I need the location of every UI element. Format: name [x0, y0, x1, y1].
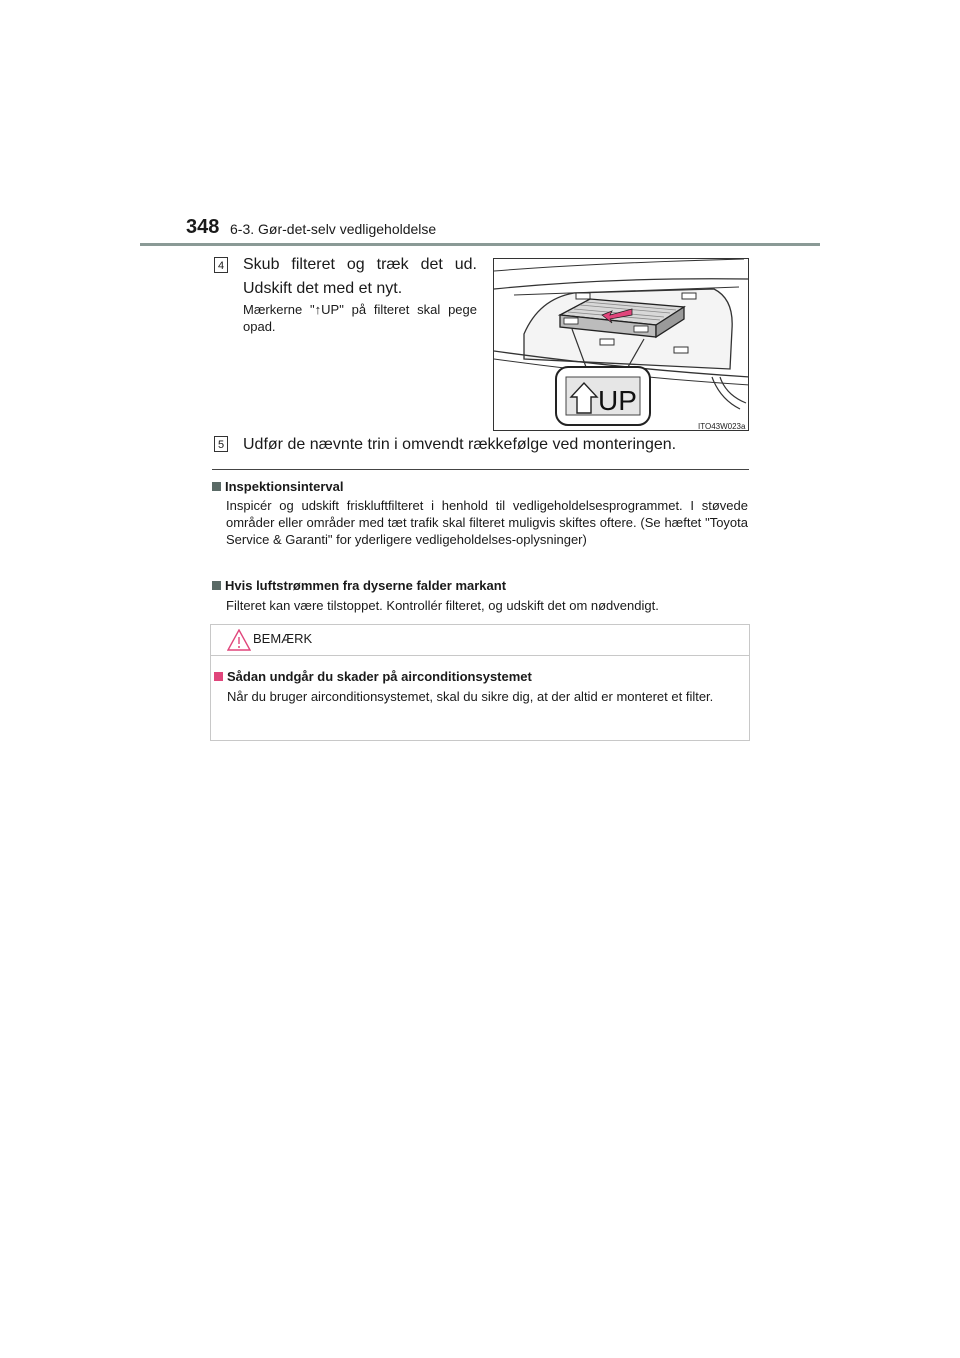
figure-code: ITO43W023a	[698, 422, 746, 431]
step-4-note: Mærkerne "↑UP" på filteret skal pege opad.	[243, 302, 477, 334]
filter-illustration	[493, 258, 749, 431]
step-4-badge: 4	[214, 257, 228, 273]
section-divider	[212, 469, 749, 470]
section-airflow-heading: Hvis luftstrømmen fra dyserne falder markant	[212, 578, 506, 593]
step-5-text: Udfør de nævnte trin i omvendt rækkefølge ved monteringen.	[243, 436, 677, 453]
notice-body: Når du bruger airconditionsystemet, skal du sikre dig, at der altid er monteret et filter.	[227, 689, 714, 704]
step-5-badge: 5	[214, 436, 228, 452]
notice-box	[210, 624, 750, 741]
warning-triangle-icon	[227, 629, 251, 651]
page-number: 348	[186, 216, 220, 238]
up-label: UP	[598, 385, 637, 416]
step-4-text: Skub filteret og træk det ud. Udskift det med et nyt.	[243, 256, 477, 297]
square-bullet-icon	[212, 581, 221, 590]
notice-rule	[211, 655, 749, 656]
glovebox-filter-drawing	[494, 259, 749, 431]
section-inspection-heading: Inspektionsinterval	[212, 479, 343, 494]
section-title: 6-3. Gør-det-selv vedligeholdelse	[230, 221, 437, 237]
square-bullet-icon	[212, 482, 221, 491]
notice-title: BEMÆRK	[253, 631, 313, 646]
header-rule	[140, 243, 820, 246]
section-airflow-body: Filteret kan være tilstoppet. Kontrollér filteret, og udskift det om nødvendigt.	[226, 598, 659, 613]
notice-heading: Sådan undgår du skader på airconditionsystemet	[214, 669, 532, 684]
square-bullet-icon	[214, 672, 223, 681]
section-inspection-body: Inspicér og udskift friskluftfilteret i henhold til vedligeholdelsesprogrammet. I støvede områder eller områder med tæt trafik skal filteret muligvis skiftes oftere. (Se hæftet "Toyota Service & Garanti" for yderligere vedligeholdelses-oplysninger)	[226, 498, 748, 547]
